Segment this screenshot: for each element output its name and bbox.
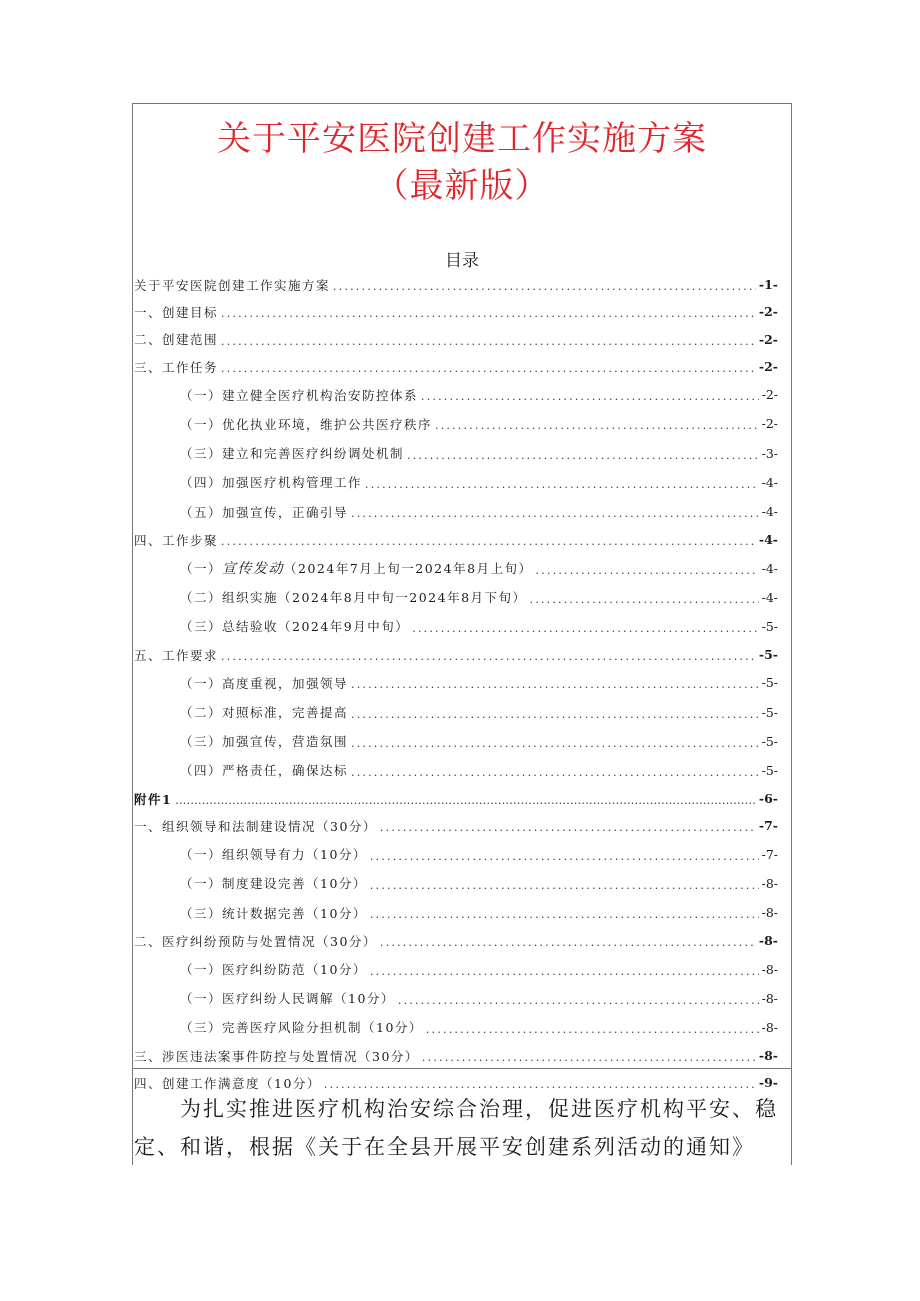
- document-title: 关于平安医院创建工作实施方案: [217, 119, 707, 159]
- toc-entry[interactable]: （三）完善医疗风险分担机制（10分） ..... -8-: [134, 1013, 778, 1042]
- toc-entry[interactable]: （一）高度重视，加强领导 ..... -5-: [134, 668, 778, 697]
- toc-entry[interactable]: （二）对照标准，完善提高 ..... -5-: [134, 697, 778, 726]
- toc-entry[interactable]: 附件1 ..... -6-: [134, 785, 778, 812]
- toc-entry[interactable]: （四）加强医疗机构管理工作 ..... -4-: [134, 468, 778, 497]
- toc-entry[interactable]: 一、组织领导和法制建设情况（30分） ..... -7-: [134, 812, 778, 839]
- document-subtitle: （最新版）: [374, 166, 550, 206]
- toc-entry[interactable]: 五、工作要求 ..... -5-: [134, 641, 778, 668]
- body-paragraph: 为扎实推进医疗机构治安综合治理，促进医疗机构平安、稳定、和谐，根据《关于在全县开展平安创建系列活动的通知》: [134, 1097, 778, 1159]
- toc-entry[interactable]: （一）优化执业环境，维护公共医疗秩序 ..... -2-: [134, 409, 778, 438]
- toc-entry[interactable]: （一）宣传发动（2024年7月上旬一2024年8月上旬） ..... -4-: [134, 553, 778, 582]
- toc-entry[interactable]: 四、工作步聚 ..... -4-: [134, 526, 778, 553]
- toc-heading: 目录: [445, 251, 479, 271]
- toc-entry[interactable]: （二）组织实施（2024年8月中旬一2024年8月下旬） ..... -4-: [134, 583, 778, 612]
- toc-entry[interactable]: （一）医疗纠纷防范（10分） ..... -8-: [134, 954, 778, 983]
- toc-entry[interactable]: （一）制度建设完善（10分） ..... -8-: [134, 869, 778, 898]
- toc-entry[interactable]: 三、工作任务 ..... -2-: [134, 353, 778, 380]
- toc-entry[interactable]: （三）总结验收（2024年9月中旬） ..... -5-: [134, 612, 778, 641]
- italic-emphasis: 宣传发动: [222, 561, 285, 578]
- toc-entry[interactable]: （五）加强宣传，正确引导 ..... -4-: [134, 497, 778, 526]
- toc-entry[interactable]: （一）组织领导有力（10分） ..... -7-: [134, 840, 778, 869]
- toc-entry[interactable]: （三）建立和完善医疗纠纷调处机制 ..... -3-: [134, 439, 778, 468]
- toc-entry[interactable]: 二、医疗纠纷预防与处置情况（30分） ..... -8-: [134, 927, 778, 954]
- toc-entry[interactable]: 关于平安医院创建工作实施方案 ..... -1-: [134, 271, 778, 298]
- toc-entry[interactable]: （四）严格责任，确保达标 ..... -5-: [134, 756, 778, 785]
- toc-entry[interactable]: （三）统计数据完善（10分） ..... -8-: [134, 898, 778, 927]
- toc-entry[interactable]: 四、创建工作满意度（10分） ..... -9-: [134, 1069, 778, 1096]
- toc-entry[interactable]: 一、创建目标 ..... -2-: [134, 298, 778, 325]
- divider: [132, 1068, 792, 1069]
- toc-entry[interactable]: 二、创建范围 ..... -2-: [134, 326, 778, 353]
- toc-entry[interactable]: 三、涉医违法案事件防控与处置情况（30分） ..... -8-: [134, 1042, 778, 1069]
- table-of-contents: [134, 271, 778, 1097]
- toc-entry[interactable]: （三）加强宣传，营造氛围 ..... -5-: [134, 727, 778, 756]
- toc-entry[interactable]: （一）医疗纠纷人民调解（10分） ..... -8-: [134, 984, 778, 1013]
- toc-entry[interactable]: （一）建立健全医疗机构治安防控体系 ..... -2-: [134, 380, 778, 409]
